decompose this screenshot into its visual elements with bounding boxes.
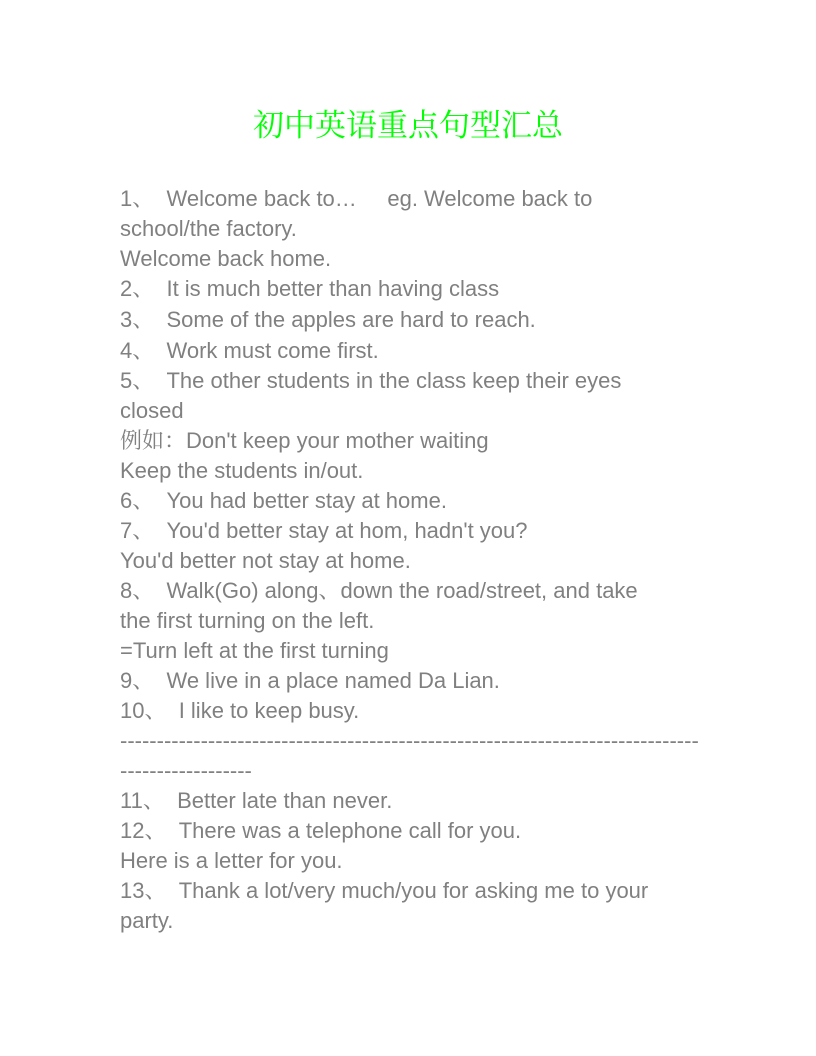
document-body xyxy=(120,184,710,936)
text-line: 1、 Welcome back to… eg. Welcome back to xyxy=(120,186,593,211)
text-line: 2、 It is much better than having class xyxy=(120,276,500,301)
text-line: 13、 Thank a lot/very much/you for asking me to your xyxy=(120,878,649,903)
text-line: You'd better not stay at home. xyxy=(120,548,411,573)
text-line: the first turning on the left. xyxy=(120,608,375,633)
text-line: 10、 I like to keep busy. xyxy=(120,698,360,723)
text-line: 3、 Some of the apples are hard to reach. xyxy=(120,307,536,332)
text-line: school/the factory. xyxy=(120,216,297,241)
text-line: =Turn left at the first turning xyxy=(120,638,389,663)
text-line: 5、 The other students in the class keep their eyes xyxy=(120,368,622,393)
text-line: Keep the students in/out. xyxy=(120,458,364,483)
document-title: 初中英语重点句型汇总 xyxy=(253,108,563,144)
text-line: 4、 Work must come first. xyxy=(120,338,379,363)
text-line: 例如：Don't keep your mother waiting xyxy=(120,428,489,453)
dashed-separator: ------------------------------------------------------------------------------- xyxy=(120,728,699,753)
dashed-separator: ------------------ xyxy=(120,758,252,783)
text-line: 6、 You had better stay at home. xyxy=(120,488,447,513)
text-line: 12、 There was a telephone call for you. xyxy=(120,818,522,843)
text-line: 9、 We live in a place named Da Lian. xyxy=(120,668,500,693)
text-line: Here is a letter for you. xyxy=(120,848,343,873)
text-line: 8、 Walk(Go) along、down the road/street, and take xyxy=(120,578,638,603)
text-line: party. xyxy=(120,908,174,933)
text-line: closed xyxy=(120,398,184,423)
text-line: 7、 You'd better stay at hom, hadn't you? xyxy=(120,518,528,543)
text-line: Welcome back home. xyxy=(120,246,332,271)
text-line: 11、 Better late than never. xyxy=(120,788,393,813)
